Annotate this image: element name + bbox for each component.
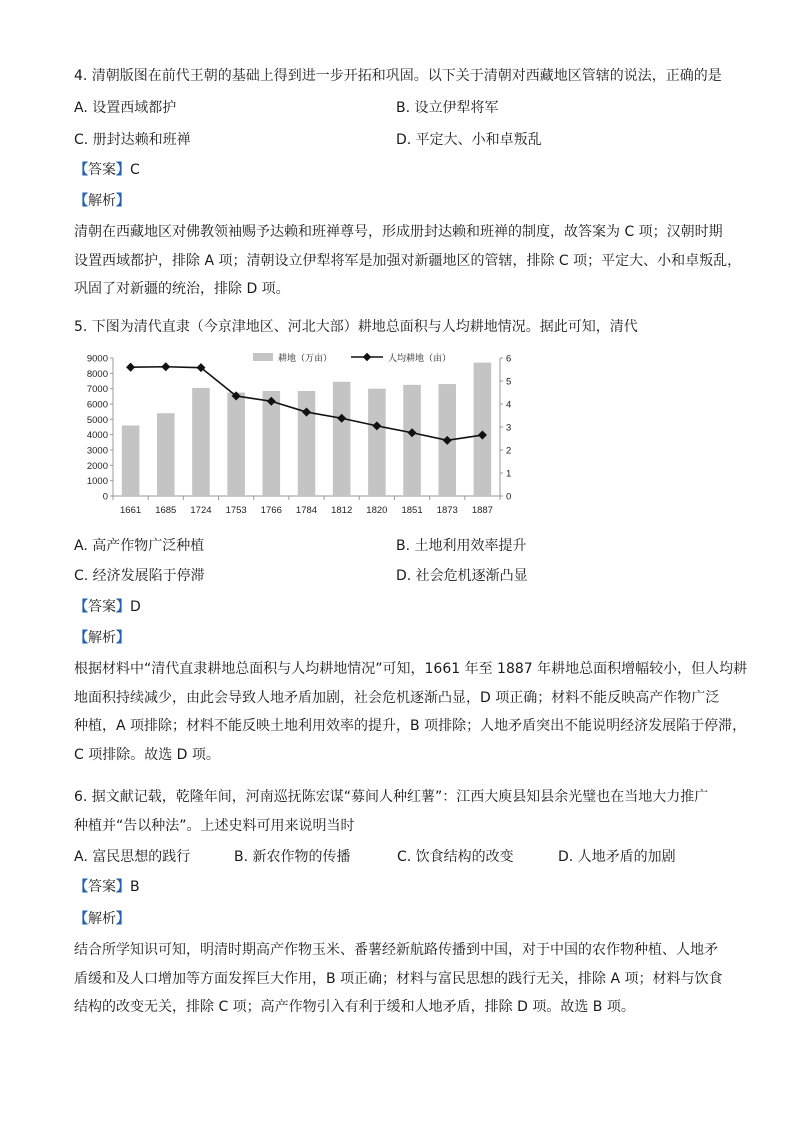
q6-option-b: B. 新农作物的传播 bbox=[234, 849, 351, 865]
analysis-line: 盾缓和及人口增加等方面发挥巨大作用，B 项正确；材料与富民思想的践行无关，排除 A 项；材料与饮食 bbox=[74, 970, 723, 987]
q6-stem bbox=[74, 783, 722, 840]
x-tick-label: 1873 bbox=[436, 505, 458, 516]
x-tick-label: 1766 bbox=[260, 505, 282, 516]
bar-1685 bbox=[157, 413, 175, 496]
farmland-chart bbox=[76, 346, 524, 524]
q5-option-b: B. 土地利用效率提升 bbox=[396, 538, 527, 554]
x-tick-label: 1685 bbox=[155, 505, 177, 516]
bar-1887 bbox=[474, 363, 492, 496]
q6-option-c: C. 饮食结构的改变 bbox=[397, 849, 514, 865]
left-tick-label: 2000 bbox=[86, 460, 108, 472]
q5-stem: 5. 下图为清代直隶（今京津地区、河北大部）耕地总面积与人均耕地情况。据此可知，清代 bbox=[74, 319, 638, 335]
x-tick-label: 1753 bbox=[225, 505, 247, 516]
answer-value: B bbox=[130, 879, 140, 895]
left-tick-label: 6000 bbox=[86, 399, 108, 411]
bar-1812 bbox=[333, 382, 351, 496]
analysis-line: 种植，A 项排除；材料不能反映土地利用效率的提升，B 项排除；人地矛盾突出不能说明经济发展陷于停滞， bbox=[74, 718, 747, 734]
q5-answer: 【答案】D bbox=[74, 599, 141, 615]
analysis-label: 解析 bbox=[88, 193, 116, 209]
left-tick-label: 1000 bbox=[86, 476, 108, 488]
right-tick-label: 0 bbox=[506, 491, 512, 503]
answer-label: 答案 bbox=[88, 879, 116, 895]
q5-analysis-heading: 【解析】 bbox=[74, 630, 130, 646]
q4-option-a: A. 设置西域都护 bbox=[74, 100, 177, 116]
legend-bar-label: 耕地（万亩） bbox=[278, 353, 333, 363]
left-tick-label: 8000 bbox=[86, 368, 108, 380]
answer-value: C bbox=[130, 162, 140, 178]
q4-option-c: C. 册封达赖和班禅 bbox=[74, 132, 191, 148]
legend-bar-swatch bbox=[253, 353, 273, 361]
q4-stem: 4. 清朝版图在前代王朝的基础上得到进一步开拓和巩固。以下关于清朝对西藏地区管辖的说法，正确的是 bbox=[74, 68, 722, 84]
x-tick-label: 1820 bbox=[366, 505, 388, 516]
right-tick-label: 2 bbox=[506, 445, 512, 457]
q4-analysis-heading: 【解析】 bbox=[74, 193, 130, 209]
analysis-line: 地面积持续减少，由此会导致人地矛盾加剧，社会危机逐渐凸显，D 项正确；材料不能反映高产作物广泛 bbox=[74, 689, 720, 706]
right-tick-label: 1 bbox=[506, 468, 512, 480]
answer-label: 答案 bbox=[88, 599, 116, 615]
stem-line: 6. 据文献记载，乾隆年间，河南巡抚陈宏谋“募间人种红薯”：江西大庾县知县余光璧也在当地大力推广 bbox=[74, 789, 709, 805]
bar-1724 bbox=[192, 388, 210, 496]
q5-option-c: C. 经济发展陷于停滞 bbox=[74, 568, 205, 584]
q6-analysis bbox=[74, 936, 722, 1022]
bar-1753 bbox=[227, 393, 245, 497]
left-tick-label: 5000 bbox=[86, 414, 108, 426]
left-tick-label: 0 bbox=[102, 491, 108, 503]
analysis-line: 巩固了对新疆的统治，排除 D 项。 bbox=[74, 281, 290, 297]
q4-analysis bbox=[74, 218, 742, 304]
bar-1820 bbox=[368, 389, 386, 496]
answer-value: D bbox=[130, 599, 141, 615]
q5-option-a: A. 高产作物广泛种植 bbox=[74, 538, 205, 554]
q4-option-b: B. 设立伊犁将军 bbox=[396, 100, 499, 116]
q5-analysis bbox=[74, 655, 748, 769]
q6-answer: 【答案】B bbox=[74, 879, 140, 895]
x-tick-label: 1812 bbox=[331, 505, 353, 516]
bar-1661 bbox=[122, 425, 140, 496]
right-tick-label: 5 bbox=[506, 376, 512, 388]
bar-1766 bbox=[263, 391, 281, 496]
analysis-line: C 项排除。故选 D 项。 bbox=[74, 746, 220, 763]
analysis-line: 结构的改变无关，排除 C 项；高产作物引入有利于缓和人地矛盾，排除 D 项。故选 B 项。 bbox=[74, 999, 635, 1015]
left-tick-label: 9000 bbox=[86, 353, 108, 365]
analysis-line: 根据材料中“清代直隶耕地总面积与人均耕地情况”可知，1661 年至 1887 年耕地总面积增幅较小，但人均耕 bbox=[74, 661, 748, 677]
q4-option-d: D. 平定大、小和卓叛乱 bbox=[396, 132, 542, 148]
chart-legend bbox=[253, 352, 451, 363]
analysis-label: 解析 bbox=[88, 630, 116, 646]
right-tick-label: 6 bbox=[506, 353, 512, 365]
right-tick-label: 4 bbox=[506, 399, 512, 411]
bar-1784 bbox=[298, 391, 316, 496]
point-1685 bbox=[161, 362, 170, 371]
bar-1851 bbox=[403, 385, 421, 496]
q6-analysis-heading: 【解析】 bbox=[74, 911, 130, 927]
analysis-label: 解析 bbox=[88, 911, 116, 927]
analysis-line: 设置西域都护，排除 A 项；清朝设立伊犁将军是加强对新疆地区的管辖，排除 C 项；平定大、小和卓叛乱， bbox=[74, 252, 742, 269]
x-tick-label: 1661 bbox=[120, 505, 142, 516]
q6-option-a: A. 富民思想的践行 bbox=[74, 849, 191, 865]
legend-line-label: 人均耕地（亩） bbox=[388, 353, 452, 363]
left-tick-label: 3000 bbox=[86, 445, 108, 457]
analysis-line: 结合所学知识可知，明清时期高产作物玉米、番薯经新航路传播到中国，对于中国的农作物种植、人地矛 bbox=[74, 942, 718, 958]
x-tick-label: 1851 bbox=[401, 505, 423, 516]
answer-label: 答案 bbox=[88, 162, 116, 178]
legend-line-marker bbox=[363, 353, 371, 361]
x-tick-label: 1887 bbox=[471, 505, 493, 516]
left-tick-label: 7000 bbox=[86, 384, 108, 396]
x-tick-label: 1784 bbox=[295, 505, 318, 516]
analysis-line: 清朝在西藏地区对佛教领袖赐予达赖和班禅尊号，形成册封达赖和班禅的制度，故答案为 C 项；汉朝时期 bbox=[74, 224, 723, 240]
q4-answer: 【答案】C bbox=[74, 162, 140, 178]
q5-option-d: D. 社会危机逐渐凸显 bbox=[396, 568, 528, 584]
right-tick-label: 3 bbox=[506, 422, 512, 434]
left-tick-label: 4000 bbox=[86, 430, 108, 442]
x-tick-label: 1724 bbox=[190, 505, 212, 516]
q6-option-d: D. 人地矛盾的加剧 bbox=[558, 849, 676, 865]
stem-line: 种植并“告以种法”。上述史料可用来说明当时 bbox=[74, 817, 355, 834]
bar-series bbox=[122, 363, 491, 496]
point-1661 bbox=[126, 363, 135, 372]
